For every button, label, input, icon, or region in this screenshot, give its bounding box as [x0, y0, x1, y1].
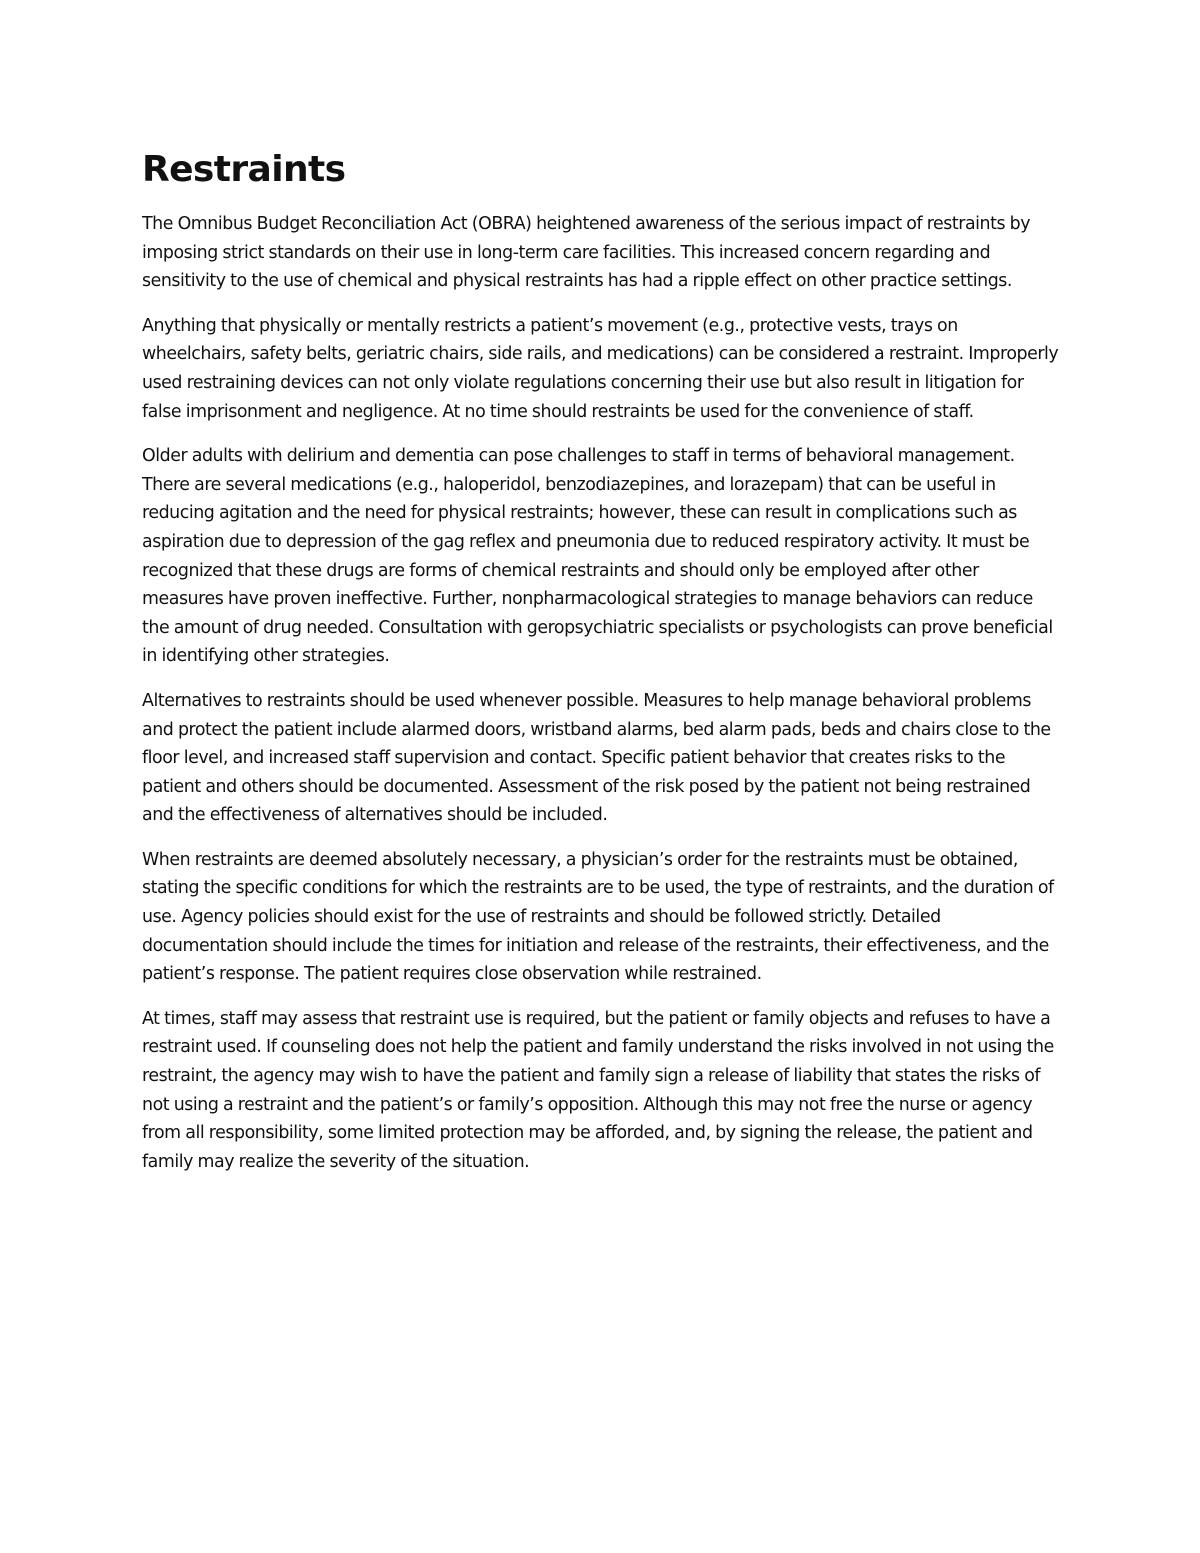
document-title: Restraints [142, 149, 346, 190]
paragraph-restraint-definition: Anything that physically or mentally restricts a patient’s movement (e.g., protective vests, trays on wheelchairs, safety belts, geriatric chairs, side rails, and medications) can be considered a restraint. Improperly used restraining devices can not only violate regulations concerning their use but also result in litigation for false imprisonment and negligence. At no time should restraints be used for the convenience of staff. [142, 315, 1059, 422]
document-body [142, 148, 1062, 1192]
paragraph-alternatives: Alternatives to restraints should be used whenever possible. Measures to help manage behavioral problems and protect the patient include alarmed doors, wristband alarms, bed alarm pads, beds and chairs close to the floor level, and increased staff supervision and contact. Specific patient behavior that creates risks to the patient and others should be documented. Assessment of the risk posed by the patient not being restrained and the effectiveness of alternatives should be included. [142, 690, 1051, 826]
paragraph-physician-order: When restraints are deemed absolutely necessary, a physician’s order for the restraints must be obtained, stating the specific conditions for which the restraints are to be used, the type of restraints, and the duration of use. Agency policies should exist for the use of restraints and should be followed strictly. Detailed documentation should include the times for initiation and release of the restraints, their effectiveness, and the patient’s response. The patient requires close observation while restrained. [142, 849, 1054, 985]
paragraph-chemical-restraints: Older adults with delirium and dementia can pose challenges to staff in terms of behavioral management. There are several medications (e.g., haloperidol, benzodiazepines, and lorazepam) that can be useful in reducing agitation and the need for physical restraints; however, these can result in complications such as aspiration due to depression of the gag reflex and pneumonia due to reduced respiratory activity. It must be recognized that these drugs are forms of chemical restraints and should only be employed after other measures have proven ineffective. Further, nonpharmacological strategies to manage behaviors can reduce the amount of drug needed. Consultation with geropsychiatric specialists or psychologists can prove beneficial in identifying other strategies. [142, 446, 1053, 667]
paragraph-release-of-liability: At times, staff may assess that restraint use is required, but the patient or family objects and refuses to have a restraint used. If counseling does not help the patient and family understand the risks involved in not using the restraint, the agency may wish to have the patient and family sign a release of liability that states the risks of not using a restraint and the patient’s or family’s opposition. Although this may not free the nurse or agency from all responsibility, some limited protection may be afforded, and, by signing the release, the patient and family may realize the severity of the situation. [142, 1008, 1054, 1172]
paragraph-obra: The Omnibus Budget Reconciliation Act (OBRA) heightened awareness of the serious impact of restraints by imposing strict standards on their use in long-term care facilities. This increased concern regarding and sensitivity to the use of chemical and physical restraints has had a ripple effect on other practice settings. [142, 214, 1031, 292]
